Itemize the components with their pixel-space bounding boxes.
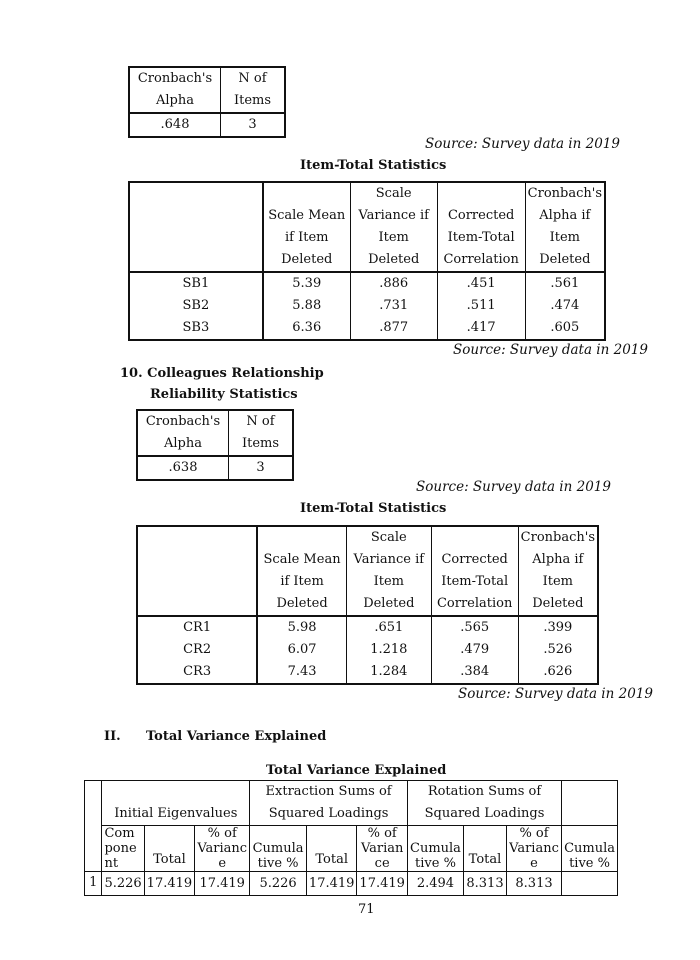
item-total-table-sb: Scale Cronbach's Scale Mean Variance if Corrected Alpha if if Item Item Item-Total Item Deleted Deleted Correlation Deleted SB1 5.39 .886 .451 .561 SB2 5.88 .731 .511 .474 SB3 6.36 .877 .417 .605 [128,181,606,341]
item-total-table-cr: Scale Cronbach's Scale Mean Variance if Corrected Alpha if if Item Item Item-Total Item Deleted Deleted Correlation Deleted CR1 5.98 .651 .565 .399 CR2 6.07 1.218 .479 .526 CR3 7.43 1.284 .384 .626 [136,525,599,685]
table-row: CR3 7.43 1.284 .384 .626 [137,661,598,684]
section-heading-10: 10. Colleagues Relationship [120,366,324,381]
total-variance-table: Initial Eigenvalues Extraction Sums of Squared Loadings Rotation Sums of Squared Loadings Com pone nt Total % of Varianc e Cumula tive % Total % of Varian ce Cumula tive % Total % of Varianc e Cumula tive % 1 5.226 17.419 17.419 5.226 17.419 17.419 2.494 8.313 8.313 [84,780,618,896]
source-note: Source: Survey data in 2019 [416,479,611,495]
reliability-title: Reliability Statistics [150,387,298,402]
tve-title: Total Variance Explained [266,763,447,778]
table-row: SB3 6.36 .877 .417 .605 [129,317,605,340]
page-number: 71 [358,902,375,917]
source-note: Source: Survey data in 2019 [458,686,653,702]
n-items-value: 3 [221,113,286,137]
item-total-title: Item-Total Statistics [300,501,447,516]
table-row: CR2 6.07 1.218 .479 .526 [137,639,598,661]
alpha-value: .638 [168,460,198,475]
section-heading-title: Total Variance Explained [146,729,327,744]
item-total-title: Item-Total Statistics [300,158,447,173]
table-row: SB2 5.88 .731 .511 .474 [129,295,605,317]
alpha-value: .648 [160,117,190,132]
section-heading-number: II. [104,729,121,744]
source-note: Source: Survey data in 2019 [453,342,648,358]
n-items-value: 3 [229,456,294,480]
table-row: CR1 5.98 .651 .565 .399 [137,616,598,639]
table-row: SB1 5.39 .886 .451 .561 [129,272,605,295]
reliability-table-sb: Cronbach's N of Alpha Items .648 3 [128,66,286,138]
reliability-table-cr: Cronbach's N of Alpha Items .638 3 [136,409,294,481]
source-note: Source: Survey data in 2019 [425,136,620,152]
table-row: 1 5.226 17.419 17.419 5.226 17.419 17.419 2.494 8.313 8.313 [85,872,618,896]
